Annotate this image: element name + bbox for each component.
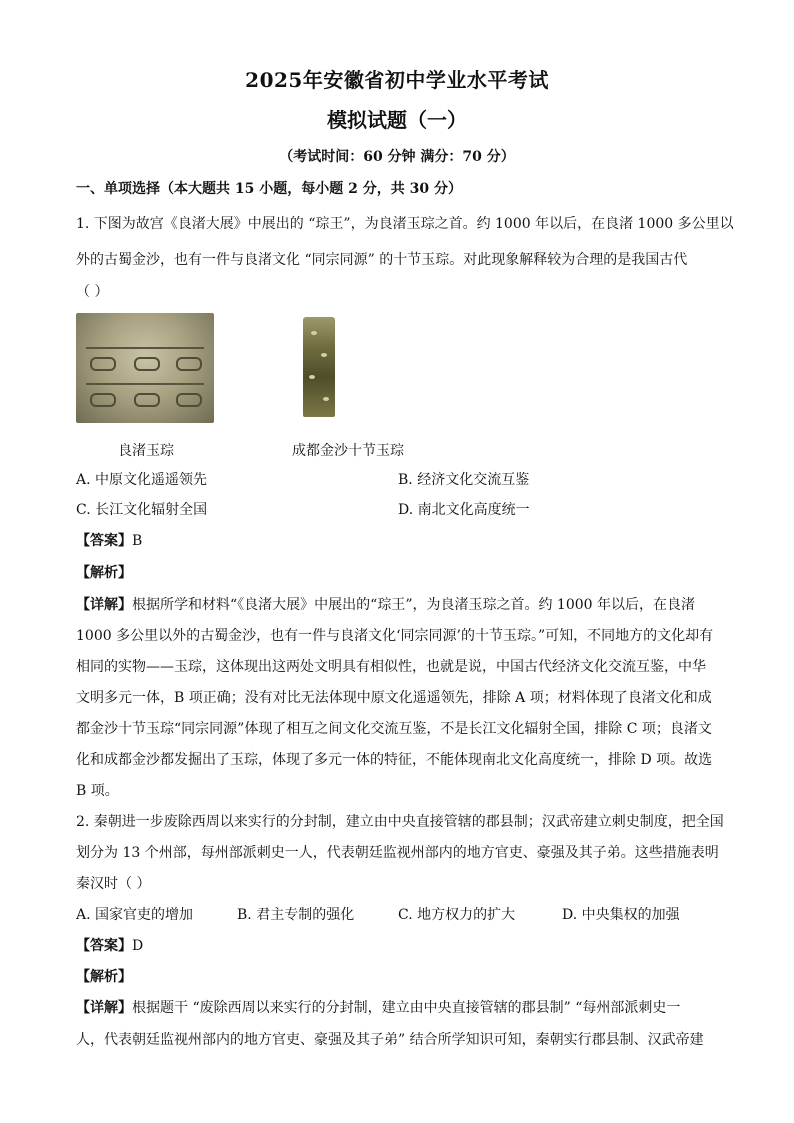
q1-detail-line: 1000 多公里以外的古蜀金沙，也有一件与良渚文化‘同宗同源’的十节玉琮。”可知，不同地方的文化却有 (76, 628, 714, 644)
q2-stem-line: 划分为 13 个州部，每州部派刺史一人，代表朝廷监视州部内的地方官吏、豪强及其子弟。这些措施表明 (76, 845, 719, 861)
q1-detail-line: 文明多元一体，B 项正确；没有对比无法体现中原文化遥遥领先，排除 A 项；材料体现了良渚文化和成 (76, 690, 712, 706)
q1-detail-line: 【详解】根据所学和材料“《良渚大展》中展出的“琮王”，为良渚玉琮之首。约 1000 年以后，在良渚 (76, 597, 695, 613)
exam-info: （考试时间：60 分钟 满分：70 分） (279, 149, 515, 165)
answer-label: 【答案】 (76, 533, 132, 549)
jinsha-ten-section-jade-cong-image (297, 313, 347, 423)
q1-option-b: B. 经济文化交流互鉴 (398, 472, 530, 488)
q1-stem-line: （ ） (76, 284, 109, 300)
q1-detail-line: 化和成都金沙都发掘出了玉琮，体现了多元一体的特征，不能体现南北文化高度统一，排除 D 项。故选 (76, 752, 713, 768)
q1-stem-line: 1. 下图为故宫《良渚大展》中展出的 “琮王”，为良渚玉琮之首。约 1000 年以后，在良渚 1000 多公里以 (76, 216, 734, 232)
q1-answer (76, 531, 142, 551)
exam-title: 2025年安徽省初中学业水平考试 (245, 68, 549, 92)
q2-detail-line: 人，代表朝廷监视州部内的地方官吏、豪强及其子弟” 结合所学知识可知，秦朝实行郡县制、汉武帝建 (76, 1032, 704, 1048)
answer-value: D (132, 938, 144, 954)
q1-stem-line: 外的古蜀金沙，也有一件与良渚文化 “同宗同源” 的十节玉琮。对此现象解释较为合理的是我国古代 (76, 252, 688, 268)
answer-value: B (132, 533, 143, 549)
q1-option-d: D. 南北文化高度统一 (398, 502, 530, 518)
q1-detail-line: 相同的实物——玉琮，这体现出这两处文明具有相似性，也就是说，中国古代经济文化交流互鉴，中华 (76, 659, 706, 675)
q1-option-c: C. 长江文化辐射全国 (76, 502, 208, 518)
q2-stem-line: 秦汉时（ ） (76, 876, 151, 892)
detail-label: 【详解】 (76, 1000, 132, 1016)
detail-label: 【详解】 (76, 597, 132, 613)
q2-detail-line: 【详解】根据题干 “废除西周以来实行的分封制，建立由中央直接管辖的郡县制” “每州部派刺史一 (76, 1000, 681, 1016)
section-heading: 一、单项选择（本大题共 15 小题，每小题 2 分，共 30 分） (76, 181, 462, 197)
exam-subtitle: 模拟试题（一） (327, 108, 467, 132)
q2-option-a: A. 国家官吏的增加 (76, 907, 194, 923)
liangzhu-jade-cong-image (76, 313, 214, 423)
q2-stem-line: 2. 秦朝进一步废除西周以来实行的分封制，建立由中央直接管辖的郡县制；汉武帝建立刺史制度，把全国 (76, 814, 724, 830)
answer-label: 【答案】 (76, 938, 132, 954)
image-caption: 良渚玉琮 (118, 443, 174, 459)
q1-detail-line: B 项。 (76, 783, 119, 799)
q2-option-d: D. 中央集权的加强 (562, 907, 680, 923)
q1-analysis-label: 【解析】 (76, 565, 132, 581)
q2-option-b: B. 君主专制的强化 (237, 907, 355, 923)
q1-detail-line: 都金沙十节玉琮“同宗同源”体现了相互之间文化交流互鉴，不是长江文化辐射全国，排除 C 项；良渚文 (76, 721, 712, 737)
q2-answer (76, 936, 143, 956)
image-caption: 成都金沙十节玉琮 (292, 443, 404, 459)
q2-option-c: C. 地方权力的扩大 (398, 907, 516, 923)
q2-analysis-label: 【解析】 (76, 969, 132, 985)
q1-option-a: A. 中原文化遥遥领先 (76, 472, 208, 488)
